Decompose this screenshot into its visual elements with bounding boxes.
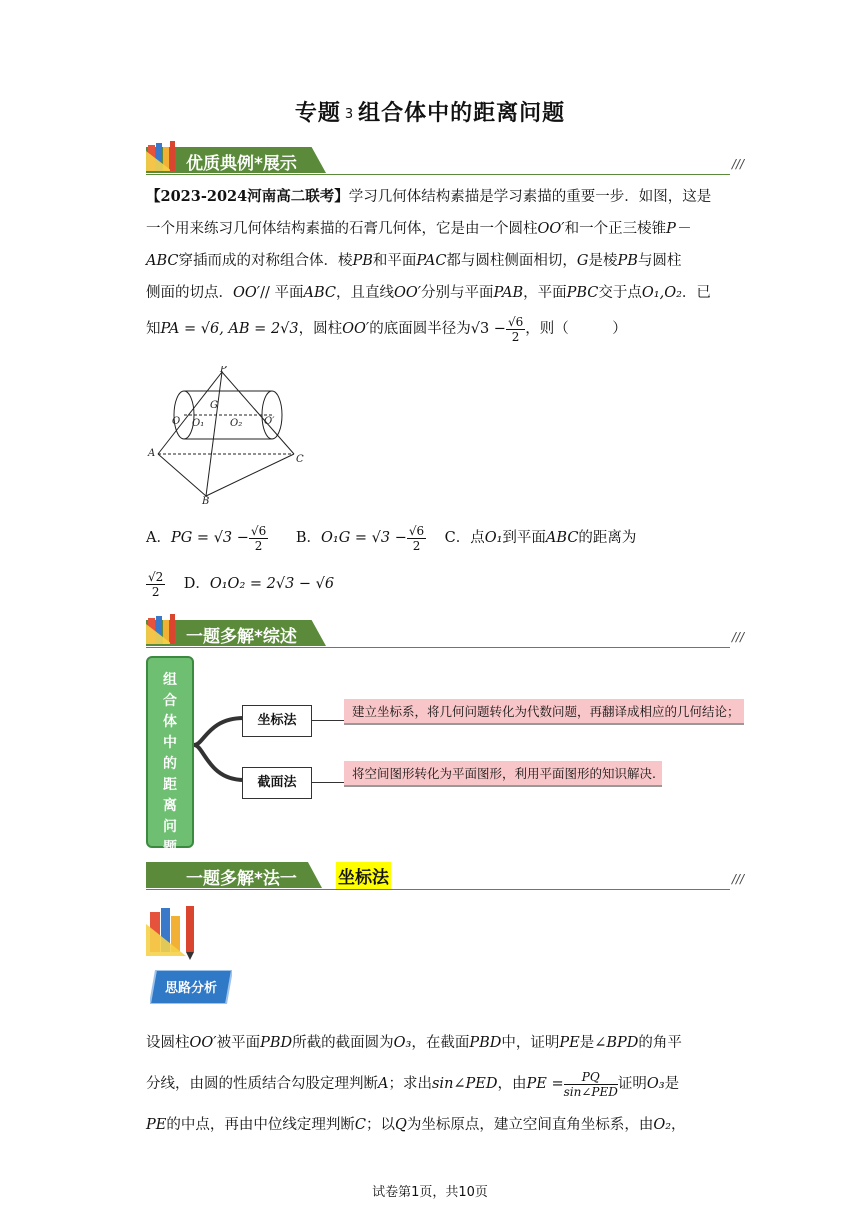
section-banner-method1: [146, 862, 744, 892]
option-c-frac: [146, 570, 165, 599]
text: ，由: [497, 1076, 527, 1092]
text: 与圆柱: [637, 253, 682, 269]
fraction: [506, 315, 525, 344]
geometry-figure: [146, 366, 316, 504]
math: √3 −: [470, 321, 506, 337]
books-ruler-icon-large: [146, 906, 198, 960]
root-char: 的: [163, 756, 177, 772]
banner-divider: [146, 647, 730, 648]
text: 的底面圆半径为: [369, 321, 471, 337]
text: ，平面: [523, 285, 567, 301]
option-d-label: D．: [183, 576, 210, 592]
title-number: 3: [344, 107, 355, 122]
section-banner-overview: [146, 620, 744, 650]
mindmap-desc-coordinate: 建立坐标系，将几何问题转化为代数问题，再翻译成相应的几何结论；: [344, 699, 744, 725]
text: ，在截面: [411, 1035, 470, 1051]
text: ，且直线: [335, 285, 394, 301]
label-B: B: [202, 496, 210, 504]
math: O₂: [653, 1117, 672, 1133]
label-C: C: [296, 454, 304, 465]
numerator: √6: [250, 523, 267, 538]
math: PBD: [469, 1035, 502, 1051]
title-main: 组合体中的距离问题: [358, 101, 566, 126]
denominator: 2: [412, 538, 421, 553]
option-a-label: A．: [146, 530, 171, 546]
banner-slashes: ///: [731, 157, 744, 171]
banner-label: 一题多解*综述: [186, 627, 297, 647]
banner-slashes: ///: [731, 872, 744, 886]
option-b-frac: [407, 524, 426, 553]
analysis-text: [146, 1024, 746, 1144]
text: ；求出: [388, 1076, 432, 1092]
math: ABC: [303, 285, 336, 301]
mindmap-node-section: 截面法: [242, 767, 312, 799]
section-banner-examples: [146, 147, 744, 177]
text: 中，证明: [501, 1035, 560, 1051]
math: ABC: [545, 530, 579, 546]
label-G: G: [210, 400, 218, 411]
text: ，圆柱: [298, 321, 343, 337]
page-title: [0, 96, 860, 127]
label-A: A: [148, 448, 156, 459]
math: PAC: [416, 253, 447, 269]
text: 到平面: [502, 530, 546, 546]
option-a-expr: PG = √3 −: [170, 530, 249, 546]
math: OO′: [342, 321, 370, 337]
text: 侧面的切点．: [146, 285, 233, 301]
mindmap-desc-section: 将空间图形转化为平面图形，利用平面图形的知识解决.: [344, 761, 662, 787]
math: PA = √6, AB = 2√3: [160, 321, 299, 337]
text: 的角平: [638, 1035, 682, 1051]
text: 的距离为: [578, 530, 637, 546]
banner-divider: [146, 889, 730, 890]
page-footer: 试卷第1页，共10页: [372, 1185, 488, 1200]
text: 设圆柱: [146, 1035, 190, 1051]
denominator: 2: [254, 538, 263, 553]
label-O: O: [172, 416, 181, 427]
math: C: [354, 1117, 366, 1133]
math: BPD: [606, 1035, 639, 1051]
text: ；以: [365, 1117, 395, 1133]
math: OO′: [537, 221, 565, 237]
option-a-frac: [249, 524, 268, 553]
root-char: 问: [163, 819, 177, 835]
text: ，: [671, 1117, 686, 1133]
math: A: [378, 1076, 389, 1092]
problem-line-3: [146, 245, 746, 277]
text: 是棱: [588, 253, 618, 269]
banner-slashes: ///: [731, 630, 744, 644]
problem-line-4: [146, 277, 746, 309]
text: 一个用来练习几何体结构素描的石膏几何体，它是由一个圆柱: [146, 221, 538, 237]
math: O₃: [646, 1076, 665, 1092]
option-d-expr: O₁O₂ = 2√3 − √6: [209, 576, 335, 592]
analysis-line-3: [146, 1106, 746, 1144]
text: 是∠: [579, 1035, 607, 1051]
text: ，则（ ）: [525, 321, 627, 337]
denominator: sin∠PED: [563, 1084, 618, 1099]
analysis-line-2: [146, 1062, 746, 1106]
numerator: √6: [408, 523, 425, 538]
analysis-line-1: [146, 1024, 746, 1062]
option-b-expr: O₁G = √3 −: [321, 530, 407, 546]
text: 的中点，再由中位线定理判断: [166, 1117, 355, 1133]
text: 和平面: [372, 253, 417, 269]
mindmap-node-coordinate: 坐标法: [242, 705, 312, 737]
label-O2: O₂: [230, 418, 243, 429]
problem-source: 【2023-2024河南高二联考】: [146, 188, 349, 205]
text: // 平面: [260, 285, 304, 301]
badge-label: 思路分析: [164, 981, 218, 996]
math: PE =: [526, 1076, 564, 1092]
math: O₃: [393, 1035, 412, 1051]
text: 和一个正三棱锥: [564, 221, 667, 237]
problem-line-5: [146, 309, 746, 349]
text: 交于点: [598, 285, 642, 301]
denominator: 2: [511, 329, 520, 344]
text: ．已: [681, 285, 711, 301]
label-O1: O₁: [192, 418, 205, 429]
text: 分别与平面: [421, 285, 494, 301]
method-tag: 坐标法: [336, 862, 391, 889]
root-char: 题: [163, 840, 177, 856]
label-Oprime: O′: [264, 416, 275, 427]
math: PB: [617, 253, 638, 269]
mindmap-link: [312, 720, 344, 721]
math: PAB: [493, 285, 524, 301]
math: PE: [559, 1035, 580, 1051]
mindmap-root: [146, 656, 194, 856]
text: 点: [470, 530, 485, 546]
text: 都与圆柱侧面相切，: [446, 253, 577, 269]
option-c-label: C．: [444, 530, 471, 546]
math: OO′: [233, 285, 261, 301]
books-ruler-icon: [146, 614, 176, 648]
math: OO′: [189, 1035, 217, 1051]
books-ruler-icon: [146, 141, 176, 175]
banner-label: 优质典例*展示: [186, 154, 297, 174]
math: PE: [146, 1117, 167, 1133]
banner-label: 一题多解*法一: [186, 869, 297, 889]
mindmap-link: [312, 782, 344, 783]
text: 证明: [617, 1076, 647, 1092]
text: 所截的截面圆为: [292, 1035, 394, 1051]
mindmap-connector: [194, 700, 246, 790]
analysis-badge: [150, 970, 232, 1004]
text: 学习几何体结构素描是学习素描的重要一步．如图，这是: [348, 189, 712, 205]
options-line-1: [146, 518, 746, 558]
math: O₁: [484, 530, 503, 546]
root-char: 体: [163, 714, 177, 730]
math: sin∠PED: [431, 1076, 498, 1092]
root-char: 中: [163, 735, 177, 751]
text: 是: [664, 1076, 680, 1092]
math: PBD: [260, 1035, 293, 1051]
root-char: 距: [163, 777, 177, 793]
banner-divider: [146, 174, 730, 175]
root-char: 合: [163, 693, 177, 709]
math: P－: [666, 221, 691, 237]
label-P: P: [220, 366, 227, 375]
problem-text: [146, 181, 746, 349]
numerator: √6: [507, 314, 524, 329]
numerator: PQ: [564, 1070, 618, 1085]
root-char: 离: [163, 798, 177, 814]
math: ABC: [146, 253, 179, 269]
math: OO′: [393, 285, 422, 301]
text: 知: [146, 321, 161, 337]
problem-line-1: [146, 181, 746, 213]
denominator: 2: [151, 584, 160, 599]
text: 为坐标原点，建立空间直角坐标系，由: [406, 1117, 654, 1133]
math: PBC: [566, 285, 599, 301]
math: PB: [352, 253, 373, 269]
problem-line-2: [146, 213, 746, 245]
root-char: 组: [163, 672, 177, 688]
option-b-label: B．: [295, 530, 322, 546]
math: O₁,O₂: [641, 285, 682, 301]
title-prefix: 专题: [294, 101, 341, 126]
text: 分线，由圆的性质结合勾股定理判断: [146, 1076, 378, 1092]
text: 被平面: [216, 1035, 261, 1051]
options-line-2: [146, 566, 746, 602]
math: Q: [394, 1117, 407, 1133]
numerator: √2: [148, 569, 164, 584]
math: G: [576, 253, 589, 269]
fraction: [564, 1070, 618, 1099]
text: 穿插而成的对称组合体．棱: [178, 253, 353, 269]
